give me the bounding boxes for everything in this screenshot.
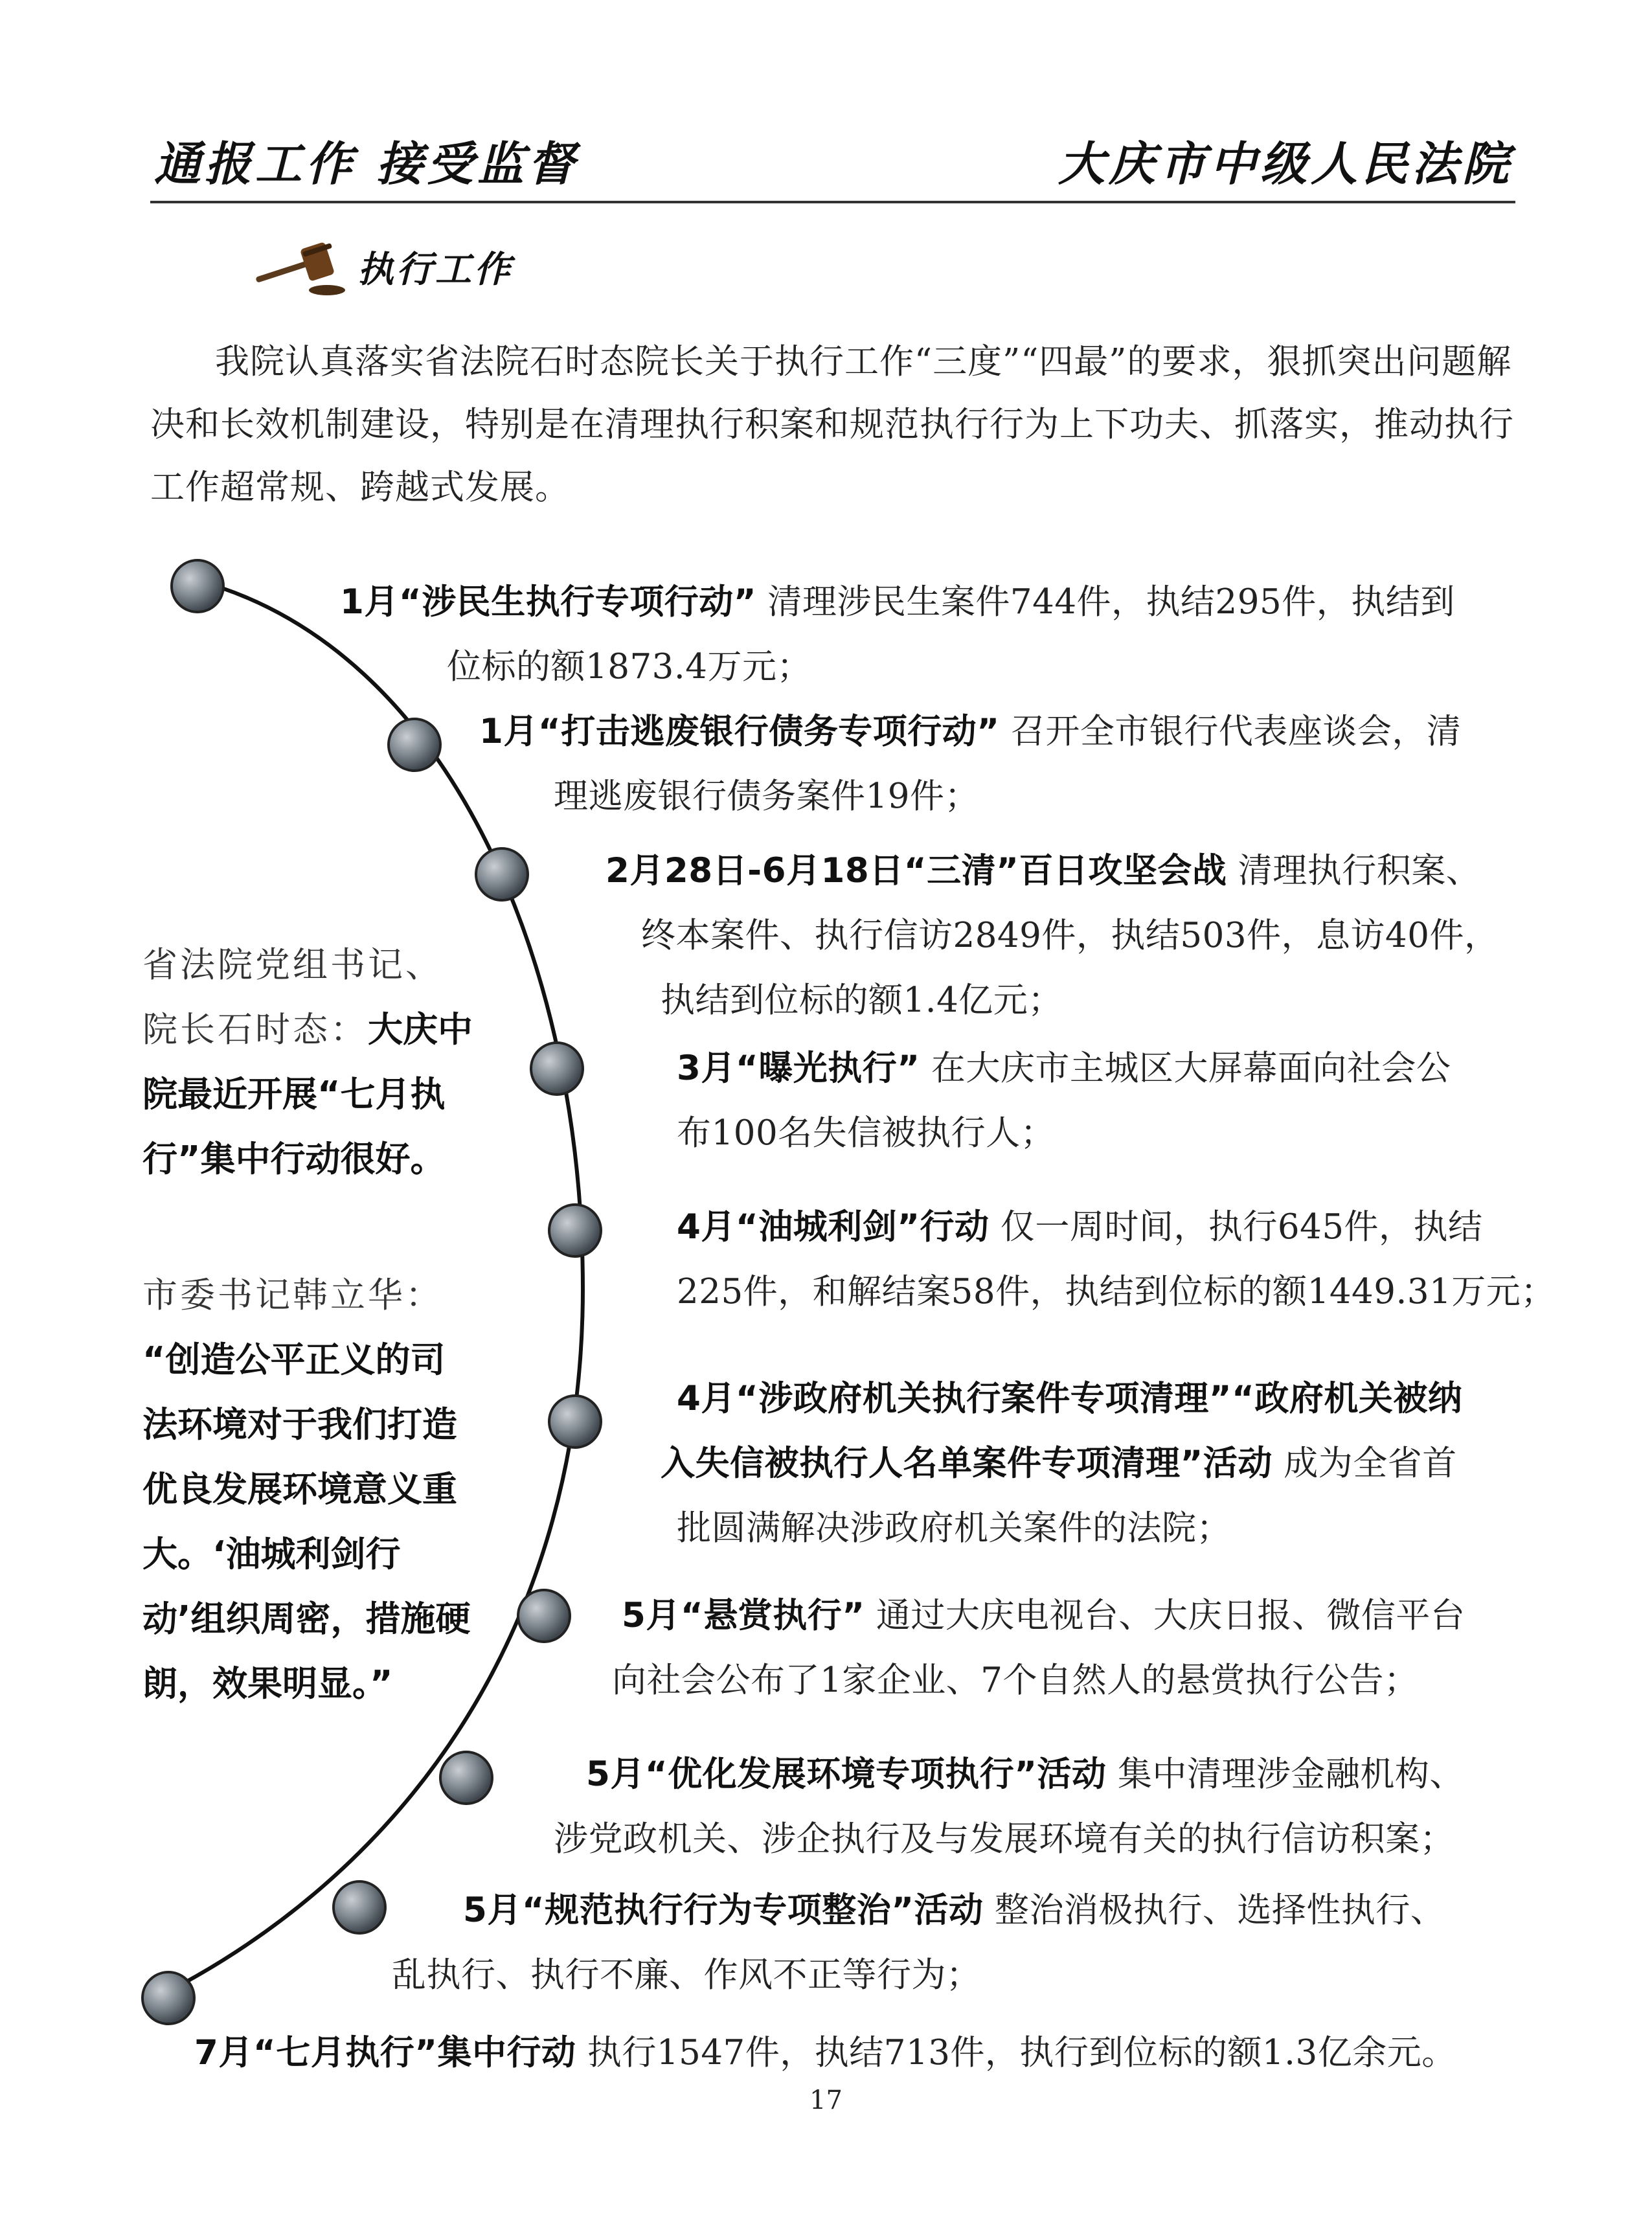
intro-paragraph: 我院认真落实省法院石时态院长关于执行工作“三度”“四最”的要求，狠抓突出问题解决和长效机制建设，特别是在清理执行积案和规范执行行为上下功夫、抓落实，推动执行工作超常规、跨越式发展。: [150, 342, 1514, 507]
item-title: 4月“油城利剑”行动: [677, 1207, 990, 1247]
page-number: 17: [809, 2085, 843, 2115]
timeline-item-8: [554, 1742, 1464, 1872]
sidebar-quote-1: [142, 933, 479, 1192]
item-text: 成为全省首: [1272, 1444, 1457, 1483]
item-text: 仅一周时间，执行645件，执结: [989, 1207, 1483, 1247]
timeline-item-3: [605, 839, 1499, 1033]
item-text: 执结到位标的额1.4亿元；: [661, 981, 1063, 1020]
quote-text: 大庆中院最近开展“七月执行”集中行动很好。: [142, 1009, 473, 1179]
item-text: 在大庆市主城区大屏幕面向社会公: [920, 1049, 1451, 1088]
timeline-item-2: [479, 699, 1461, 829]
timeline-item-4: [677, 1036, 1451, 1166]
item-text: 向社会公布了1家企业、7个自然人的悬赏执行公告；: [612, 1661, 1419, 1700]
item-text: 理逃废银行债务案件19件；: [554, 777, 979, 816]
timeline-item-7: [612, 1584, 1465, 1713]
item-text: 执行1547件，执结713件，执行到位标的额1.3亿余元。: [576, 2033, 1456, 2073]
quote-text: “创造公平正义的司法环境对于我们打造优良发展环境意义重大。‘油城利剑行动’组织周密，措施硬朗，效果明显。”: [142, 1339, 471, 1704]
item-text: 清理执行积案、: [1227, 851, 1481, 891]
item-title: 5月“优化发展环境专项执行”活动: [586, 1755, 1107, 1794]
timeline-node: [334, 1881, 385, 1933]
quote-source: 省法院党组书记、院长石时态：: [142, 944, 443, 1050]
item-text: 乱执行、执行不廉、作风不正等行为；: [392, 1955, 981, 1995]
quote-source: 市委书记韩立华：: [142, 1275, 443, 1315]
timeline-node: [172, 560, 223, 612]
item-text: 通过大庆电视台、大庆日报、微信平台: [865, 1596, 1465, 1635]
item-title: 5月“悬赏执行”: [622, 1596, 865, 1635]
timeline-item-9: [392, 1878, 1445, 2008]
item-text: 召开全市银行代表座谈会，清: [999, 712, 1462, 751]
item-text: 布100名失信被执行人；: [677, 1113, 1056, 1153]
header-left: 通报工作 接受监督: [154, 136, 579, 191]
timeline-item-5: [677, 1195, 1556, 1324]
item-title: 5月“规范执行行为专项整治”活动: [463, 1891, 984, 1930]
timeline-node: [389, 719, 440, 771]
item-text: 涉党政机关、涉企执行及与发展环境有关的执行信访积案；: [554, 1819, 1454, 1859]
item-title: 4月“涉政府机关执行案件专项清理”“政府机关被纳: [677, 1379, 1463, 1418]
section-title: 执行工作: [357, 248, 513, 291]
timeline-item-10: [194, 2021, 1456, 2085]
timeline-item-1: [340, 570, 1455, 699]
item-title: 入失信被执行人名单案件专项清理”活动: [661, 1444, 1273, 1483]
item-title: 2月28日-6月18日“三清”百日攻坚会战: [605, 851, 1227, 891]
item-text: 225件，和解结案58件，执结到位标的额1449.31万元；: [677, 1272, 1556, 1312]
timeline-item-6: [661, 1367, 1463, 1561]
item-text: 终本案件、执行信访2849件，执结503件，息访40件，: [641, 916, 1499, 955]
item-title: 7月“七月执行”集中行动: [194, 2033, 576, 2073]
item-text: 集中清理涉金融机构、: [1106, 1755, 1464, 1794]
timeline-node: [476, 848, 528, 900]
timeline-node: [549, 1205, 601, 1256]
timeline-node: [440, 1752, 492, 1804]
item-text: 批圆满解决涉政府机关案件的法院；: [677, 1508, 1231, 1548]
item-title: 1月“打击逃废银行债务专项行动”: [479, 712, 1000, 751]
item-text: 位标的额1873.4万元；: [447, 647, 811, 687]
item-text: 清理涉民生案件744件，执结295件，执结到: [756, 582, 1455, 622]
item-text: 整治消极执行、选择性执行、: [983, 1891, 1445, 1930]
timeline-node: [518, 1590, 570, 1642]
timeline-node: [142, 1972, 194, 2024]
sidebar-quote-2: [142, 1263, 479, 1716]
header-right: 大庆市中级人民法院: [1058, 136, 1513, 191]
item-title: 1月“涉民生执行专项行动”: [340, 582, 757, 622]
timeline-node: [549, 1396, 601, 1448]
item-title: 3月“曝光执行”: [677, 1049, 920, 1088]
timeline-node: [531, 1043, 583, 1095]
